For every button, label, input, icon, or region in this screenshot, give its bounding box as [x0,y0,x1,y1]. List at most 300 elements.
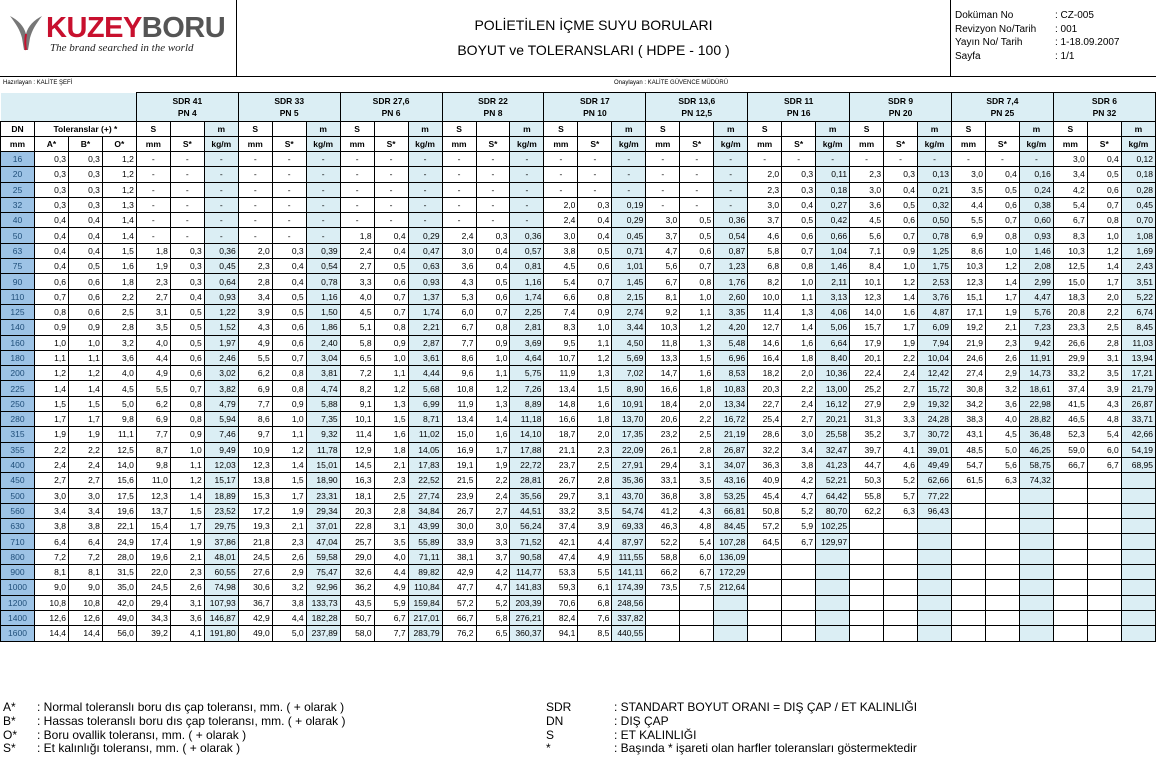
value-cell [1121,595,1155,610]
value-cell: 42,9 [442,565,476,580]
value-cell: 2,0 [578,427,612,442]
value-cell: 3,0 [850,182,884,197]
tolerances-header: Toleranslar (+) * [34,122,136,137]
value-cell: 92,96 [306,580,340,595]
sdr-group-header [340,93,442,122]
value-cell: 1,3 [374,396,408,411]
sdr-label: SDR 41 [172,96,203,106]
value-cell: 18,1 [340,488,374,503]
value-cell: - [680,182,714,197]
dn-cell: 63 [1,243,35,258]
value-cell: - [476,197,510,212]
value-cell: 0,8 [1087,213,1121,228]
value-cell: 15,0 [1053,274,1087,289]
value-cell: 3,8 [68,519,102,534]
value-cell: 37,01 [306,519,340,534]
doc-info-label: Sayfa [955,50,981,62]
value-cell: - [442,152,476,167]
value-cell: 5,4 [1053,197,1087,212]
table-row [1,457,1156,472]
value-cell: 5,06 [816,320,850,335]
value-cell: 2,2 [476,473,510,488]
value-cell: 14,0 [850,304,884,319]
value-cell: 17,9 [850,335,884,350]
value-cell: 1,2 [170,473,204,488]
value-cell: 1,4 [782,320,816,335]
value-cell: 4,6 [748,228,782,243]
value-cell: 82,4 [544,610,578,625]
value-cell: 0,8 [272,381,306,396]
value-cell: 13,4 [544,381,578,396]
value-cell [782,565,816,580]
value-cell: 30,8 [951,381,985,396]
value-cell: 16,72 [714,412,748,427]
value-cell: 1,16 [306,289,340,304]
value-cell: 0,70 [1121,213,1155,228]
value-cell: 19,6 [136,549,170,564]
value-cell: - [850,152,884,167]
value-cell: 38,1 [442,549,476,564]
value-cell: 0,8 [476,320,510,335]
value-cell: 5,2 [476,595,510,610]
value-cell: 10,3 [951,259,985,274]
value-cell: 13,94 [1121,350,1155,365]
value-cell: 10,8 [68,595,102,610]
value-cell: 0,3 [782,167,816,182]
dn-cell: 450 [1,473,35,488]
table-row [1,304,1156,319]
dn-cell: 50 [1,228,35,243]
value-cell: 4,4 [272,610,306,625]
value-cell: 0,54 [306,259,340,274]
value-cell: 8,89 [510,396,544,411]
value-cell: 3,5 [374,534,408,549]
value-cell [1053,580,1087,595]
value-cell: 3,0 [34,488,68,503]
value-cell: 8,90 [612,381,646,396]
value-cell: - [272,197,306,212]
value-cell [951,595,985,610]
value-cell: 0,57 [510,243,544,258]
value-cell: 0,24 [1019,182,1053,197]
value-cell: - [442,197,476,212]
value-cell: 1,2 [34,366,68,381]
value-cell: 2,1 [374,457,408,472]
table-row [1,610,1156,625]
table-row [1,427,1156,442]
value-cell: 0,93 [408,274,442,289]
value-cell: 7,2 [68,549,102,564]
table-row [1,488,1156,503]
table-row [1,197,1156,212]
value-cell: 37,4 [544,519,578,534]
value-cell: 0,3 [34,197,68,212]
value-cell: 16,6 [544,412,578,427]
value-cell [918,549,952,564]
dn-cell: 180 [1,350,35,365]
value-cell: 3,44 [612,320,646,335]
value-cell: 1,7 [272,488,306,503]
value-cell [850,534,884,549]
value-cell [646,626,680,641]
value-cell: 1,01 [612,259,646,274]
value-cell: 3,4 [238,289,272,304]
value-cell [985,565,1019,580]
kgm-header: kg/m [714,137,748,152]
sdr-group-header [136,93,238,122]
value-cell: 0,7 [170,381,204,396]
sdr-group-header [442,93,544,122]
value-cell: 39,7 [850,442,884,457]
value-cell: 0,6 [680,243,714,258]
value-cell: 18,61 [1019,381,1053,396]
value-cell: 12,3 [951,274,985,289]
mm-sub-header: mm [544,137,578,152]
value-cell: 16,6 [646,381,680,396]
value-cell: 141,11 [612,565,646,580]
value-cell: 2,60 [714,289,748,304]
table-row [1,320,1156,335]
value-cell: 136,09 [714,549,748,564]
value-cell: 3,4 [68,503,102,518]
s-star-header: S* [985,137,1019,152]
value-cell: 1,7 [476,442,510,457]
value-cell: 4,0 [102,366,136,381]
table-row [1,381,1156,396]
table-row [1,626,1156,641]
value-cell: 2,3 [748,182,782,197]
value-cell: 19,32 [918,396,952,411]
value-cell [884,549,918,564]
value-cell: 18,90 [306,473,340,488]
value-cell: 3,0 [1053,152,1087,167]
s-tol-header [476,122,510,137]
legend-text: : Başında * işareti olan harfler toleransları göstermektedir [614,741,917,756]
value-cell: - [306,228,340,243]
value-cell: 0,4 [1087,152,1121,167]
value-cell: 0,5 [782,213,816,228]
value-cell: 3,5 [136,320,170,335]
value-cell: 0,8 [782,259,816,274]
value-cell: 5,88 [306,396,340,411]
value-cell: 1,8 [782,350,816,365]
value-cell: 18,7 [544,427,578,442]
value-cell: 4,1 [170,626,204,641]
value-cell: 11,4 [340,427,374,442]
value-cell: 3,1 [170,595,204,610]
value-cell [1053,626,1087,641]
s-tol-header [680,122,714,137]
value-cell: 28,82 [1019,412,1053,427]
value-cell: 49,0 [102,610,136,625]
kgm-header: kg/m [510,137,544,152]
value-cell: 27,6 [238,565,272,580]
value-cell: 2,0 [680,396,714,411]
value-cell: 1,0 [578,320,612,335]
value-cell: - [340,213,374,228]
value-cell: 3,0 [544,228,578,243]
approval-bar [0,77,1156,90]
value-cell: 16,12 [816,396,850,411]
value-cell: 0,4 [68,228,102,243]
value-cell: 11,9 [442,396,476,411]
value-cell: 16,4 [748,350,782,365]
value-cell: 21,8 [238,534,272,549]
value-cell: 2,3 [578,442,612,457]
value-cell: 4,2 [1053,182,1087,197]
value-cell: 0,66 [816,228,850,243]
value-cell: 3,02 [204,366,238,381]
value-cell: - [714,152,748,167]
value-cell: 1,9 [170,534,204,549]
value-cell: 4,5 [340,304,374,319]
value-cell: 0,32 [918,197,952,212]
value-cell: 0,6 [1087,182,1121,197]
value-cell: 29,7 [544,488,578,503]
value-cell: - [272,228,306,243]
value-cell: 8,4 [850,259,884,274]
value-cell: - [408,152,442,167]
value-cell: 7,2 [34,549,68,564]
value-cell [1019,595,1053,610]
value-cell: 36,2 [340,580,374,595]
s-tol-header [782,122,816,137]
value-cell: 0,81 [510,259,544,274]
value-cell: 1,6 [782,335,816,350]
m-header: m [1121,122,1155,137]
dn-cell: 1600 [1,626,35,641]
value-cell: 2,4 [34,457,68,472]
value-cell: 3,0 [68,488,102,503]
doc-info-label: Yayın No/ Tarih [955,37,1023,48]
value-cell: 13,00 [816,381,850,396]
value-cell: 2,0 [544,197,578,212]
value-cell: 0,6 [170,366,204,381]
value-cell: 44,7 [850,457,884,472]
value-cell: 3,4 [782,442,816,457]
value-cell: 1,1 [782,289,816,304]
mm-sub-header: mm [951,137,985,152]
value-cell: - [714,167,748,182]
dn-cell: 110 [1,289,35,304]
mm-sub-header: mm [646,137,680,152]
value-cell [951,519,985,534]
value-cell: 12,3 [136,488,170,503]
value-cell: 29,75 [204,519,238,534]
value-cell: 0,6 [170,350,204,365]
value-cell: 1,3 [578,366,612,381]
s-header: S [442,122,476,137]
value-cell: 4,3 [1087,396,1121,411]
value-cell: 0,18 [1121,167,1155,182]
value-cell: 172,29 [714,565,748,580]
value-cell: 2,2 [680,412,714,427]
value-cell: 5,4 [544,274,578,289]
table-row [1,167,1156,182]
value-cell: 43,70 [612,488,646,503]
value-cell: 74,32 [1019,473,1053,488]
value-cell: 1,37 [408,289,442,304]
value-cell: 73,5 [646,580,680,595]
value-cell: 50,7 [340,610,374,625]
value-cell: 17,88 [510,442,544,457]
value-cell: 6,7 [442,320,476,335]
value-cell: 3,7 [748,213,782,228]
value-cell: 0,60 [1019,213,1053,228]
value-cell: 49,0 [238,626,272,641]
value-cell: 5,68 [408,381,442,396]
value-cell: - [578,152,612,167]
value-cell: 32,6 [340,565,374,580]
value-cell: 3,13 [816,289,850,304]
value-cell: 6,5 [476,626,510,641]
value-cell: - [1019,152,1053,167]
mm-sub-header: mm [850,137,884,152]
value-cell: 2,4 [782,396,816,411]
value-cell: 0,4 [68,213,102,228]
value-cell: 3,5 [680,473,714,488]
value-cell: 4,9 [578,549,612,564]
value-cell [1019,534,1053,549]
value-cell: 8,2 [340,381,374,396]
value-cell: 0,3 [272,243,306,258]
value-cell: 3,5 [951,182,985,197]
value-cell: 5,1 [340,320,374,335]
doc-info-row [955,50,1120,64]
value-cell [884,519,918,534]
value-cell: - [204,197,238,212]
value-cell: 14,5 [340,457,374,472]
value-cell: 1,0 [680,289,714,304]
dn-cell: 1400 [1,610,35,625]
value-cell: 36,48 [1019,427,1053,442]
s-header: S [646,122,680,137]
value-cell: 11,9 [544,366,578,381]
value-cell: 3,6 [850,197,884,212]
value-cell: 1,69 [1121,243,1155,258]
value-cell: 1,1 [578,335,612,350]
value-cell: 2,8 [238,274,272,289]
value-cell: - [204,152,238,167]
value-cell: 1,7 [1087,274,1121,289]
value-cell: 0,3 [884,167,918,182]
value-cell: 1,6 [578,396,612,411]
value-cell: 1,5 [170,503,204,518]
value-cell: 2,3 [374,473,408,488]
value-cell [1019,503,1053,518]
value-cell: 0,36 [204,243,238,258]
s-header: S [1053,122,1087,137]
s-star-header: S* [374,137,408,152]
title-line-2: BOYUT ve TOLERANSLARI ( HDPE - 100 ) [457,42,730,58]
value-cell [680,626,714,641]
value-cell: 5,0 [272,626,306,641]
s-header: S [951,122,985,137]
value-cell: 0,6 [68,289,102,304]
doc-info-row [955,23,1120,37]
value-cell: 35,0 [102,580,136,595]
value-cell: 17,35 [612,427,646,442]
value-cell: 15,4 [136,519,170,534]
value-cell: 0,4 [68,243,102,258]
value-cell: - [476,167,510,182]
value-cell: 21,5 [442,473,476,488]
s-tol-header [884,122,918,137]
value-cell: - [374,152,408,167]
value-cell: 11,03 [1121,335,1155,350]
table-row [1,289,1156,304]
table-row [1,580,1156,595]
value-cell: 6,7 [646,274,680,289]
value-cell: 5,0 [102,396,136,411]
value-cell: 248,56 [612,595,646,610]
value-cell: 0,6 [578,259,612,274]
value-cell: 20,1 [850,350,884,365]
value-cell: 55,89 [408,534,442,549]
value-cell: 4,0 [340,289,374,304]
value-cell: 8,3 [544,320,578,335]
value-cell [918,580,952,595]
value-cell: 2,2 [34,442,68,457]
value-cell: 31,5 [102,565,136,580]
value-cell: 1,7 [34,412,68,427]
value-cell: 5,2 [884,473,918,488]
value-cell: 4,47 [1019,289,1053,304]
value-cell: 1,0 [170,442,204,457]
doc-info-row [955,9,1120,23]
value-cell: 1,8 [578,412,612,427]
value-cell: 2,74 [612,304,646,319]
value-cell: 7,7 [238,396,272,411]
value-cell: 14,10 [510,427,544,442]
s-star-header: S* [272,137,306,152]
value-cell: 8,3 [1053,228,1087,243]
value-cell: 7,4 [544,304,578,319]
value-cell: 1,8 [340,228,374,243]
value-cell: 4,8 [680,519,714,534]
value-cell [714,610,748,625]
value-cell: 2,3 [136,274,170,289]
value-cell: 360,37 [510,626,544,641]
value-cell: 23,9 [442,488,476,503]
table-row [1,350,1156,365]
value-cell: 3,7 [884,427,918,442]
value-cell: 9,2 [646,304,680,319]
value-cell: 3,1 [1087,350,1121,365]
value-cell: 2,3 [238,259,272,274]
value-cell: 2,2 [102,289,136,304]
value-cell: 2,4 [442,228,476,243]
value-cell: 1,2 [578,350,612,365]
value-cell: 49,49 [918,457,952,472]
value-cell: 102,25 [816,519,850,534]
dn-cell: 400 [1,457,35,472]
value-cell: 0,6 [68,274,102,289]
value-cell: 24,5 [136,580,170,595]
value-cell: 1,0 [884,259,918,274]
value-cell: 47,04 [306,534,340,549]
value-cell: 1,7 [170,519,204,534]
value-cell: 1,46 [816,259,850,274]
legend-key: A* [3,700,16,714]
dn-cell: 560 [1,503,35,518]
value-cell [1019,519,1053,534]
value-cell: 26,7 [442,503,476,518]
value-cell: 32,47 [816,442,850,457]
value-cell [646,595,680,610]
value-cell: - [272,182,306,197]
value-cell: 44,51 [510,503,544,518]
